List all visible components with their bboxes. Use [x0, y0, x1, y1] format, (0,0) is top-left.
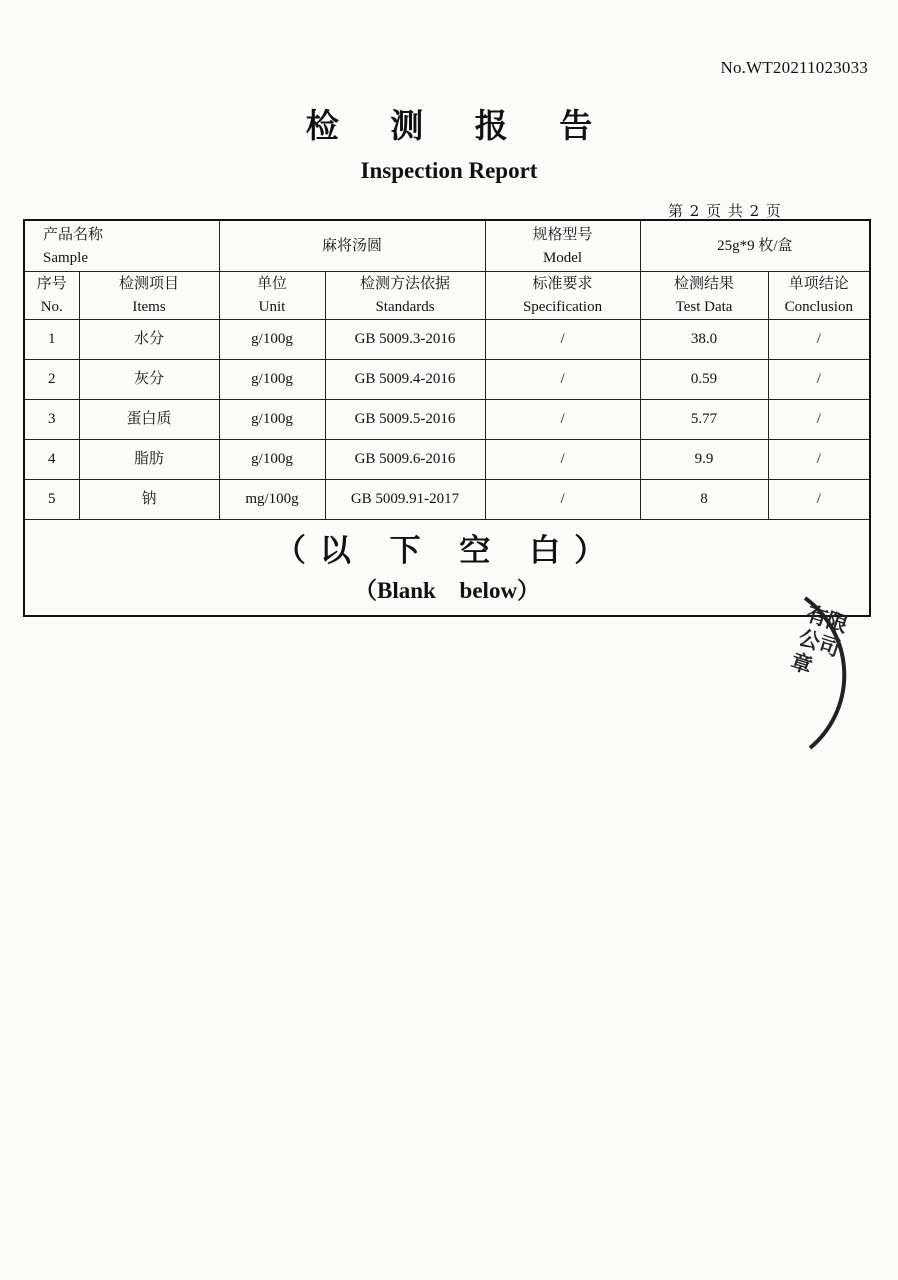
column-header-cn: 单位: [257, 274, 288, 292]
table-row: [24, 440, 870, 480]
column-header-en: Test Data: [675, 299, 733, 315]
table-row: [24, 480, 870, 520]
model-label-en: Model: [542, 249, 583, 266]
cell-spec: /: [485, 320, 640, 360]
table-row: [24, 400, 870, 440]
cell-spec: /: [485, 360, 640, 400]
column-header-en: Unit: [258, 299, 286, 315]
cell-standard: GB 5009.6-2016: [325, 440, 485, 480]
model-label-cn: 规格型号: [532, 224, 593, 243]
column-header-row: [24, 272, 870, 320]
cell-standard: GB 5009.5-2016: [325, 400, 485, 440]
cell-result: 8: [640, 480, 768, 520]
column-header-en: Items: [132, 299, 166, 315]
column-header-en: Conclusion: [784, 299, 853, 315]
column-header: [768, 272, 870, 320]
model-value: 25g*9 枚/盒: [640, 220, 870, 272]
column-header: [219, 272, 325, 320]
cell-no: 1: [24, 320, 79, 360]
seal-text: 有限公司章: [787, 600, 852, 679]
model-label-cell: [485, 220, 640, 272]
blank-text-en: （Blank below）: [353, 577, 541, 603]
column-header-en: Standards: [375, 299, 435, 315]
table-row: [24, 360, 870, 400]
cell-conclusion: /: [768, 480, 870, 520]
cell-unit: g/100g: [219, 440, 325, 480]
table-row: [24, 320, 870, 360]
cell-conclusion: /: [768, 320, 870, 360]
cell-item: 灰分: [79, 360, 219, 400]
cell-unit: g/100g: [219, 360, 325, 400]
cell-spec: /: [485, 480, 640, 520]
cell-conclusion: /: [768, 400, 870, 440]
sample-label-cn: 产品名称: [43, 224, 104, 243]
column-header: [325, 272, 485, 320]
sample-label-en: Sample: [43, 249, 88, 266]
cell-result: 5.77: [640, 400, 768, 440]
cell-no: 2: [24, 360, 79, 400]
cell-no: 3: [24, 400, 79, 440]
report-title-en: Inspection Report: [360, 158, 538, 183]
cell-result: 38.0: [640, 320, 768, 360]
report-title-cn: 检 测 报 告: [305, 106, 613, 145]
cell-item: 钠: [79, 480, 219, 520]
cell-standard: GB 5009.91-2017: [325, 480, 485, 520]
cell-unit: g/100g: [219, 320, 325, 360]
cell-conclusion: /: [768, 440, 870, 480]
page-indicator: 第 2 页 共 2 页: [668, 202, 781, 220]
cell-unit: g/100g: [219, 400, 325, 440]
column-header-cn: 检测项目: [119, 274, 180, 292]
report-number: No.WT20211023033: [720, 58, 868, 77]
column-header: [24, 272, 79, 320]
cell-spec: /: [485, 400, 640, 440]
cell-standard: GB 5009.3-2016: [325, 320, 485, 360]
column-header-cn: 标准要求: [532, 274, 593, 292]
column-header-cn: 检测方法依据: [360, 274, 451, 292]
blank-row: [24, 520, 870, 617]
cell-item: 脂肪: [79, 440, 219, 480]
cell-item: 蛋白质: [79, 400, 219, 440]
cell-unit: mg/100g: [219, 480, 325, 520]
column-header-en: No.: [40, 299, 63, 315]
blank-text-cn: （以 下 空 白）: [274, 532, 620, 569]
column-header: [485, 272, 640, 320]
column-header-cn: 单项结论: [788, 274, 849, 292]
blank-cell: [24, 520, 870, 617]
data-rows: [24, 320, 870, 520]
column-header-cn: 序号: [36, 274, 67, 292]
column-header: [640, 272, 768, 320]
company-seal-stamp: [770, 578, 898, 758]
inspection-table: [23, 219, 871, 617]
cell-standard: GB 5009.4-2016: [325, 360, 485, 400]
column-header: [79, 272, 219, 320]
cell-result: 9.9: [640, 440, 768, 480]
cell-conclusion: /: [768, 360, 870, 400]
sample-value: 麻将汤圆: [219, 220, 485, 272]
column-header-cn: 检测结果: [674, 274, 735, 292]
sample-row: [24, 220, 870, 272]
sample-label-cell: [24, 220, 219, 272]
cell-no: 5: [24, 480, 79, 520]
cell-no: 4: [24, 440, 79, 480]
column-header-en: Specification: [522, 299, 603, 315]
cell-item: 水分: [79, 320, 219, 360]
cell-spec: /: [485, 440, 640, 480]
cell-result: 0.59: [640, 360, 768, 400]
